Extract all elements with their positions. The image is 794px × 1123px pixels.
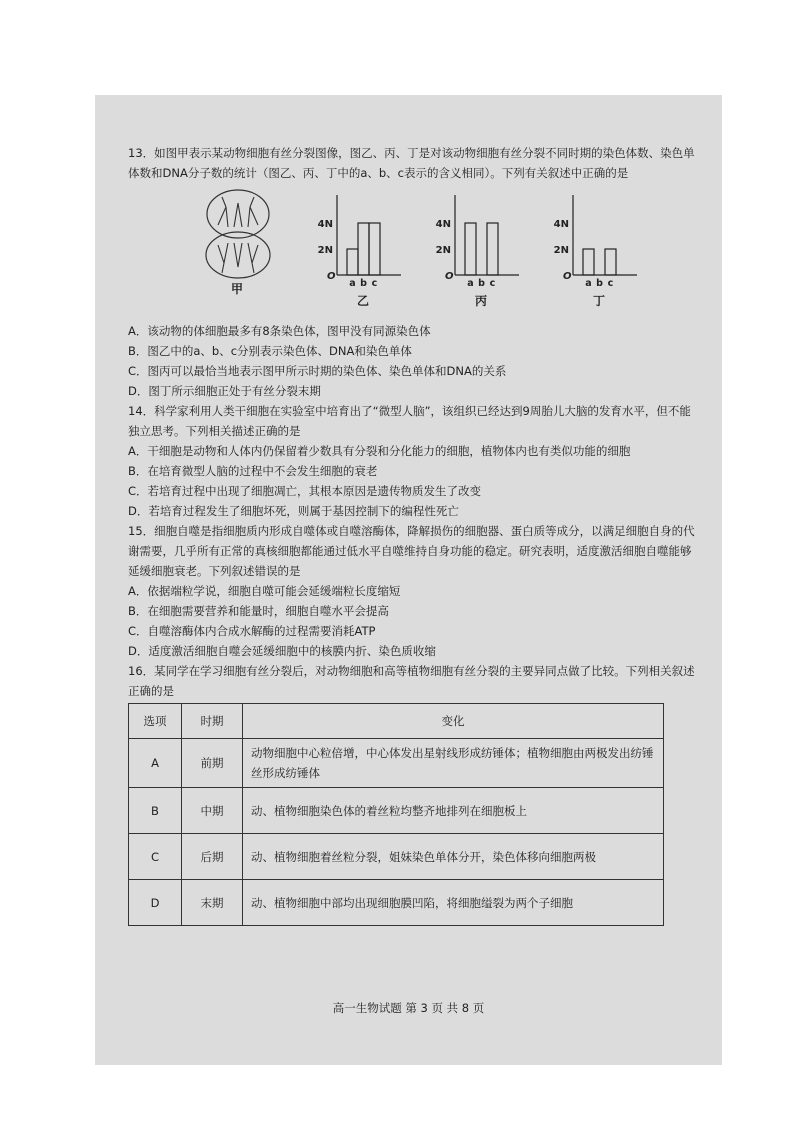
q15-option-c: C．自噬溶酶体内合成水解酶的过程需要消耗ATP — [128, 624, 376, 638]
q14-stem: 14．科学家利用人类干细胞在实验室中培育出了“微型人脑”，该组织已经达到9周胎儿大脑的发育水平，但不能独立思考。下列相关描述正确的是 — [128, 404, 691, 438]
q14-option-d: D．若培育过程发生了细胞坏死，则属于基因控制下的编程性死亡 — [128, 504, 459, 518]
row-option: B — [129, 788, 182, 834]
y-tick-label: 4N — [553, 219, 569, 230]
x-tick-label: b — [360, 278, 367, 289]
x-tick-label: c — [607, 278, 614, 289]
row-phase: 中期 — [182, 788, 243, 834]
bar-a — [465, 223, 476, 275]
row-change: 动、植物细胞中部均出现细胞膜凹陷，将细胞缢裂为两个子细胞 — [243, 880, 664, 926]
header-change: 变化 — [243, 704, 664, 739]
bar-c — [487, 223, 498, 275]
x-tick-label: b — [478, 278, 485, 289]
origin-label: O — [445, 271, 454, 282]
x-tick-label: a — [467, 278, 474, 289]
q15-option-b: B．在细胞需要营养和能量时，细胞自噬水平会提高 — [128, 604, 389, 618]
chart-caption: 丁 — [592, 294, 606, 308]
y-tick-label: 2N — [435, 245, 451, 256]
figure-jia — [198, 187, 278, 303]
q15-stem: 15．细胞自噬是指细胞质内形成自噬体或自噬溶酶体，降解损伤的细胞器、蛋白质等成分，以满足细胞自身的代谢需要，几乎所有正常的真核细胞都能通过低水平自噬维持自身功能的稳定。研究表明，适度激活细胞自噬能够延缓细胞衰老。下列叙述错误的是 — [128, 524, 695, 578]
table-row — [129, 788, 664, 834]
x-tick-label: c — [371, 278, 378, 289]
table-header-row — [129, 704, 664, 739]
page-footer: 高一生物试题 第 3 页 共 8 页 — [332, 1001, 485, 1015]
q13-option-b: B．图乙中的a、b、c分别表示染色体、DNA和染色单体 — [128, 344, 412, 358]
q13-stem: 13．如图甲表示某动物细胞有丝分裂图像，图乙、丙、丁是对该动物细胞有丝分裂不同时期的染色体数、染色单体数和DNA分子数的统计（图乙、丙、丁中的a、b、c表示的含义相同）。下列有关叙述中正确的是 — [128, 146, 695, 180]
header-option: 选项 — [129, 704, 182, 739]
row-change: 动物细胞中心粒倍增，中心体发出星射线形成纺锤体；植物细胞由两极发出纺锤丝形成纺锤体 — [243, 739, 664, 788]
page-content — [128, 143, 700, 926]
q13-option-c: C．图丙可以最恰当地表示图甲所示时期的染色体、染色单体和DNA的关系 — [128, 364, 507, 378]
bar-c — [369, 223, 380, 275]
x-tick-label: a — [349, 278, 356, 289]
row-option: C — [129, 834, 182, 880]
chart-caption: 丙 — [474, 294, 488, 308]
y-tick-label: 4N — [317, 219, 333, 230]
chart-caption: 乙 — [356, 294, 370, 308]
row-change: 动、植物细胞染色体的着丝粒均整齐地排列在细胞板上 — [243, 788, 664, 834]
bar-c — [605, 249, 616, 275]
exam-page — [95, 95, 722, 1065]
q14-option-b: B．在培育微型人脑的过程中不会发生细胞的衰老 — [128, 464, 378, 478]
q13-figures — [128, 187, 700, 317]
y-tick-label: 2N — [553, 245, 569, 256]
q15-option-d: D．适度激活细胞自噬会延缓细胞中的核膜内折、染色质收缩 — [128, 644, 436, 658]
label-jia: 甲 — [231, 282, 244, 296]
row-option: A — [129, 739, 182, 788]
bar-b — [358, 223, 369, 275]
q14-option-c: C．若培育过程中出现了细胞凋亡，其根本原因是遗传物质发生了改变 — [128, 484, 482, 498]
y-tick-label: 2N — [317, 245, 333, 256]
origin-label: O — [327, 271, 336, 282]
q13-option-a: A．该动物的体细胞最多有8条染色体，图甲没有同源染色体 — [128, 324, 431, 338]
x-tick-label: b — [596, 278, 603, 289]
comparison-table — [128, 703, 664, 926]
row-option: D — [129, 880, 182, 926]
row-phase: 后期 — [182, 834, 243, 880]
bar-charts — [313, 187, 683, 312]
dividing-cell-drawing — [198, 187, 278, 297]
q15-option-a: A．依据端粒学说，细胞自噬可能会延缓端粒长度缩短 — [128, 584, 401, 598]
q13-option-d: D．图丁所示细胞正处于有丝分裂末期 — [128, 384, 321, 398]
origin-label: O — [563, 271, 572, 282]
header-phase: 时期 — [182, 704, 243, 739]
x-tick-label: c — [489, 278, 496, 289]
bar-a — [583, 249, 594, 275]
table-row — [129, 834, 664, 880]
row-phase: 末期 — [182, 880, 243, 926]
row-phase: 前期 — [182, 739, 243, 788]
q14-option-a: A．干细胞是动物和人体内仍保留着少数具有分裂和分化能力的细胞，植物体内也有类似功能的细胞 — [128, 444, 631, 458]
table-row — [129, 739, 664, 788]
row-change: 动、植物细胞着丝粒分裂，姐妹染色单体分开，染色体移向细胞两极 — [243, 834, 664, 880]
y-tick-label: 4N — [435, 219, 451, 230]
table-row — [129, 880, 664, 926]
x-tick-label: a — [585, 278, 592, 289]
bar-a — [347, 249, 358, 275]
q16-stem: 16．某同学在学习细胞有丝分裂后，对动物细胞和高等植物细胞有丝分裂的主要异同点做了比较。下列相关叙述正确的是 — [128, 664, 695, 698]
